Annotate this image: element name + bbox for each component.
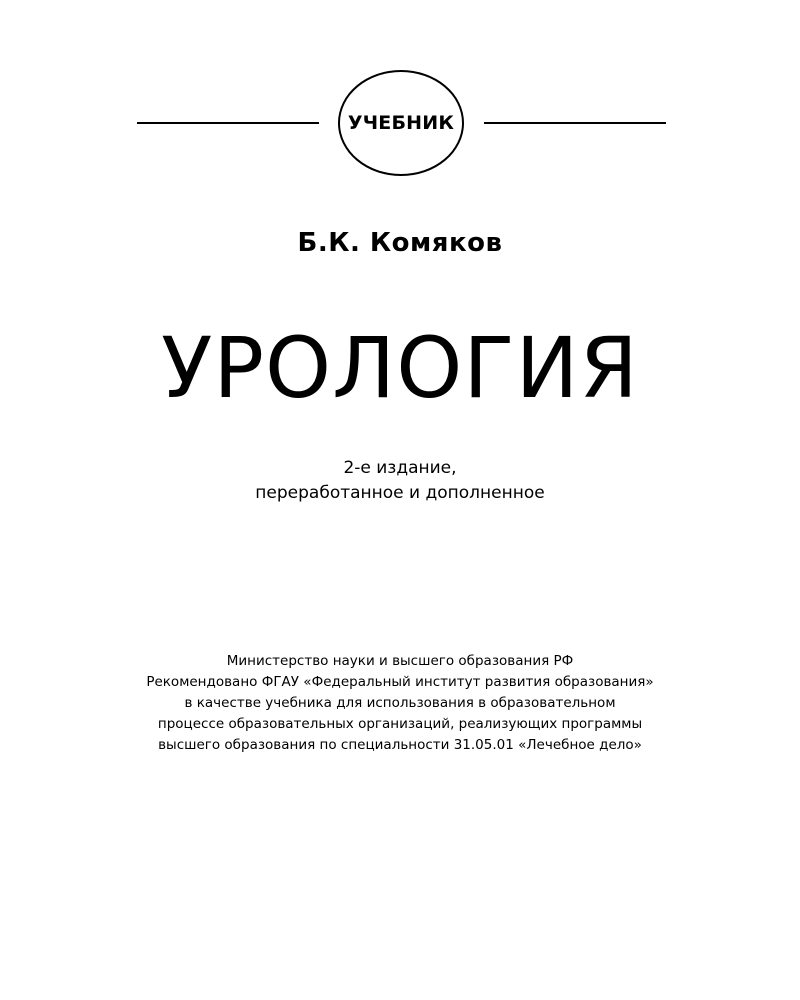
edition-info [0,456,800,506]
ministry-line: Министерство науки и высшего образования РФ [226,653,574,669]
approval-line-1: Рекомендовано ФГАУ «Федеральный институт развития образования» [146,674,654,690]
right-divider [484,122,666,124]
author-name: Б.К. Комяков [297,228,503,258]
edition-line-2: переработанное и дополненное [255,483,545,503]
badge-label: УЧЕБНИК [347,112,455,134]
approval-line-3: процессе образовательных организаций, реализующих программы [157,716,643,732]
approval-line-2: в качестве учебника для использования в образовательном [184,695,616,711]
approval-line-4: высшего образования по специальности 31.05.01 «Лечебное дело» [158,737,642,753]
approval-statement [0,651,800,756]
book-title: УРОЛОГИЯ [161,319,639,417]
left-divider [137,122,319,124]
textbook-badge [338,70,464,176]
edition-line-1: 2-е издание, [343,458,457,478]
